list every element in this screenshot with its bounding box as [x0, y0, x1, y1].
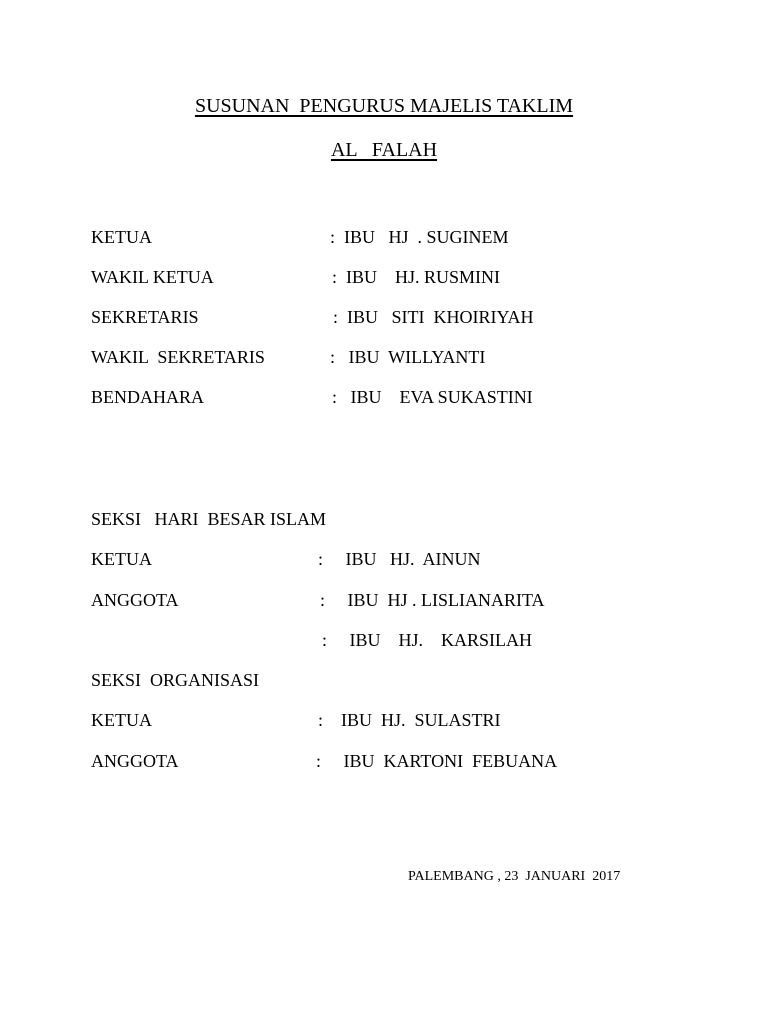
- member-name: : IBU EVA SUKASTINI: [332, 387, 533, 407]
- member-name: : IBU HJ. AINUN: [318, 549, 481, 569]
- role-label: ANGGOTA: [91, 751, 179, 771]
- section-heading: SEKSI ORGANISASI: [91, 670, 260, 690]
- member-name: : IBU HJ . SUGINEM: [330, 227, 509, 247]
- member-name: : IBU HJ . LISLIANARITA: [320, 590, 545, 610]
- section-heading: SEKSI HARI BESAR ISLAM: [91, 509, 327, 529]
- role-label: KETUA: [91, 227, 152, 247]
- role-label: WAKIL SEKRETARIS: [91, 347, 265, 367]
- member-name: : IBU HJ. RUSMINI: [332, 267, 501, 287]
- place-date: PALEMBANG , 23 JANUARI 2017: [408, 869, 621, 884]
- member-name: : IBU SITI KHOIRIYAH: [333, 307, 534, 327]
- role-label: KETUA: [91, 710, 152, 730]
- document-title: SUSUNAN PENGURUS MAJELIS TAKLIM: [194, 95, 574, 117]
- role-label: WAKIL KETUA: [91, 267, 214, 287]
- role-label: BENDAHARA: [91, 387, 205, 407]
- member-name: : IBU KARTONI FEBUANA: [316, 751, 558, 771]
- role-label: KETUA: [91, 549, 152, 569]
- document-subtitle: AL FALAH: [330, 139, 438, 161]
- role-label: ANGGOTA: [91, 590, 179, 610]
- member-name: : IBU HJ. SULASTRI: [318, 710, 501, 730]
- member-name: : IBU HJ. KARSILAH: [322, 630, 533, 650]
- member-name: : IBU WILLYANTI: [330, 347, 486, 367]
- role-label: SEKRETARIS: [91, 307, 199, 327]
